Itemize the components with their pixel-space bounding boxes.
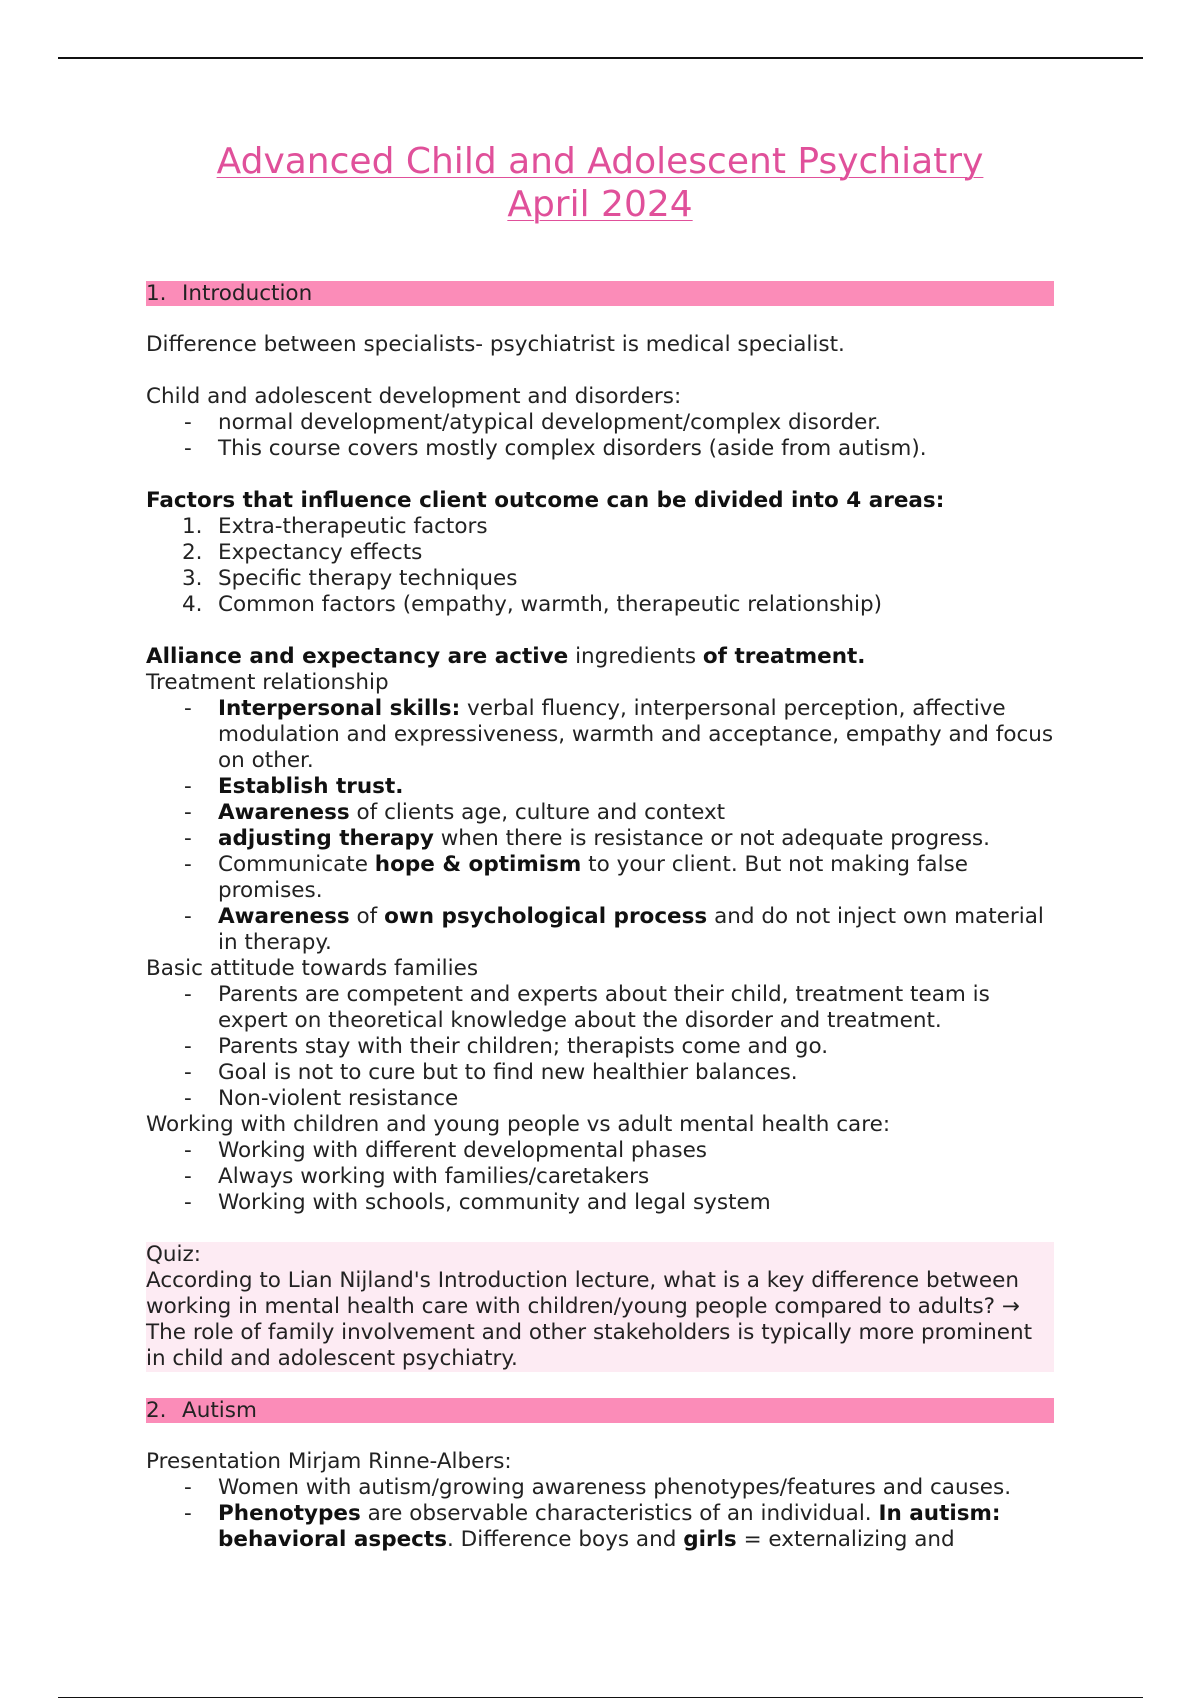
bold-heading: Factors that influence client outcome can be divided into 4 areas: bbox=[146, 488, 945, 513]
paragraph: Alliance and expectancy are active ingredients of treatment. bbox=[146, 644, 866, 669]
list-item: - Women with autism/growing awareness phenotypes/features and causes. bbox=[146, 1475, 1054, 1501]
list-item: - Interpersonal skills: verbal fluency, interpersonal perception, affective modulation and expressiveness, warmth and acceptance, empathy and focus on other. bbox=[146, 696, 1054, 774]
list-item: - Parents are competent and experts about their child, treatment team is expert on theoretical knowledge about the disorder and treatment. bbox=[146, 982, 1054, 1034]
quiz-box bbox=[146, 1242, 1054, 1372]
bullet-list bbox=[146, 1475, 1054, 1553]
subheading: Treatment relationship bbox=[146, 670, 389, 695]
paragraph: Child and adolescent development and disorders: bbox=[146, 384, 682, 409]
list-item: - Communicate hope & optimism to your client. But not making false promises. bbox=[146, 852, 1054, 904]
list-item: - Always working with families/caretakers bbox=[146, 1164, 1054, 1190]
section-title: Introduction bbox=[182, 281, 313, 306]
list-item: 2. Expectancy effects bbox=[182, 540, 423, 565]
bullet-list bbox=[146, 410, 1054, 462]
list-item: - normal development/atypical development/complex disorder. bbox=[146, 410, 1054, 436]
list-item: - Working with different developmental phases bbox=[146, 1138, 1054, 1164]
subheading: Basic attitude towards families bbox=[146, 956, 479, 981]
quiz-text: According to Lian Nijland's Introduction lecture, what is a key difference between working in mental health care with children/young people compared to adults? → The role of family involvement and other stakeholders is typically more prominent in child and adolescent psychiatry. bbox=[146, 1268, 1033, 1371]
document-title bbox=[0, 140, 1200, 226]
list-item: - adjusting therapy when there is resistance or not adequate progress. bbox=[146, 826, 1054, 852]
section-number: 1. bbox=[146, 281, 167, 306]
numbered-list bbox=[146, 514, 1054, 618]
subheading: Working with children and young people vs adult mental health care: bbox=[146, 1112, 891, 1137]
list-item: - Working with schools, community and legal system bbox=[146, 1190, 1054, 1216]
list-item: - Awareness of clients age, culture and context bbox=[146, 800, 1054, 826]
list-item: 3. Specific therapy techniques bbox=[182, 566, 518, 591]
quiz-label: Quiz: bbox=[146, 1242, 202, 1267]
list-item: - Phenotypes are observable characteristics of an individual. In autism: behavioral aspects. Difference boys and girls = externalizing and bbox=[146, 1501, 1054, 1553]
list-item: - Goal is not to cure but to find new healthier balances. bbox=[146, 1060, 1054, 1086]
bullet-list bbox=[146, 1138, 1054, 1216]
paragraph: Presentation Mirjam Rinne-Albers: bbox=[146, 1449, 512, 1474]
paragraph: Difference between specialists- psychiatrist is medical specialist. bbox=[146, 332, 845, 357]
bullet-list bbox=[146, 982, 1054, 1112]
bullet-list bbox=[146, 696, 1054, 956]
title-line-2: April 2024 bbox=[507, 184, 693, 225]
list-item: - Parents stay with their children; therapists come and go. bbox=[146, 1034, 1054, 1060]
list-item: 1. Extra-therapeutic factors bbox=[182, 514, 488, 539]
section-title: Autism bbox=[182, 1398, 257, 1423]
list-item: - Non-violent resistance bbox=[146, 1086, 1054, 1112]
list-item: - This course covers mostly complex disorders (aside from autism). bbox=[146, 436, 1054, 462]
section-heading-autism bbox=[146, 1398, 1054, 1423]
header-rule bbox=[58, 57, 1143, 59]
section-number: 2. bbox=[146, 1398, 167, 1423]
section-heading-introduction bbox=[146, 281, 1054, 306]
list-item: - Establish trust. bbox=[146, 774, 1054, 800]
list-item: - Awareness of own psychological process and do not inject own material in therapy. bbox=[146, 904, 1054, 956]
document-body bbox=[146, 281, 1054, 1553]
title-line-1: Advanced Child and Adolescent Psychiatry bbox=[216, 141, 984, 182]
list-item: 4. Common factors (empathy, warmth, therapeutic relationship) bbox=[182, 592, 883, 617]
footer-rule bbox=[58, 1697, 1143, 1698]
